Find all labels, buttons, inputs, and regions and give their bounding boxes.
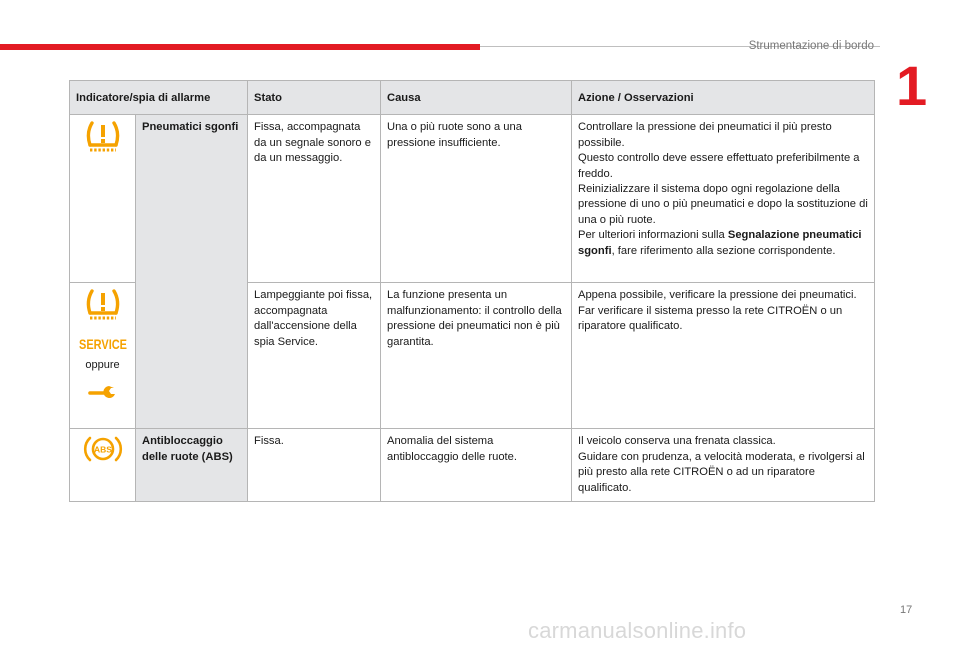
azione-line: Reinizializzare il sistema dopo ogni regolazione della pressione di uno o più pneumatici e dopo la sostituzione di una o più ruote.	[578, 183, 868, 226]
azione-cell	[572, 283, 875, 429]
causa-cell: Anomalia del sistema antibloccaggio delle ruote.	[381, 429, 572, 502]
service-label: SERVICE	[78, 336, 127, 353]
column-header-azione: Azione / Osservazioni	[572, 81, 875, 115]
table-header-row	[70, 81, 875, 115]
service-warning-icon	[78, 336, 128, 352]
azione-cell	[572, 115, 875, 283]
azione-line: Il veicolo conserva una frenata classica.	[578, 435, 776, 448]
watermark: carmanualsonline.info	[528, 618, 747, 643]
azione-line: Appena possibile, verificare la pressione dei pneumatici.	[578, 289, 857, 302]
warning-lights-table	[69, 80, 875, 502]
wrench-icon	[88, 384, 118, 398]
abs-warning-icon	[84, 434, 122, 464]
chapter-number: 1	[896, 54, 928, 117]
azione-line: Far verificare il sistema presso la rete CITROËN o un riparatore qualificato.	[578, 304, 843, 333]
causa-cell: La funzione presenta un malfunzionamento: il controllo della pressione dei pneumatici non è più garantita.	[381, 283, 572, 429]
section-title: Strumentazione di bordo	[748, 40, 874, 52]
tire-pressure-warning-icon	[83, 120, 123, 158]
stato-cell: Fissa, accompagnata da un segnale sonoro e da un messaggio.	[248, 115, 381, 283]
indicator-name: Antibloccaggio delle ruote (ABS)	[136, 429, 248, 502]
icon-cell	[70, 429, 136, 502]
indicator-name: Pneumatici sgonfi	[136, 115, 248, 429]
azione-line: Guidare con prudenza, a velocità moderata, e rivolgersi al più presto alla rete CITROËN o ad un riparatore qualificato.	[578, 450, 865, 494]
table-row	[70, 429, 875, 502]
icon-cell	[70, 283, 136, 429]
column-header-stato: Stato	[248, 81, 381, 115]
column-header-indicatore: Indicatore/spia di allarme	[70, 81, 248, 115]
page-number: 17	[900, 604, 913, 616]
azione-reference: Per ulteriori informazioni sulla Segnalazione pneumatici sgonfi, fare riferimento alla sezione corrispondente.	[578, 229, 862, 257]
azione-line: Questo controllo deve essere effettuato preferibilmente a freddo.	[578, 152, 860, 180]
stato-cell: Fissa.	[248, 429, 381, 502]
header-accent-bar	[0, 44, 480, 50]
causa-cell: Una o più ruote sono a una pressione insufficiente.	[381, 115, 572, 283]
tire-pressure-warning-icon	[83, 288, 123, 326]
icon-cell	[70, 115, 136, 283]
abs-icon-label: ABS	[93, 444, 112, 455]
reference-link-text: Segnalazione pneumatici sgonfi	[578, 229, 862, 257]
azione-cell	[572, 429, 875, 502]
column-header-causa: Causa	[381, 81, 572, 115]
table-row	[70, 115, 875, 283]
oppure-label: oppure	[85, 359, 120, 372]
azione-line: Controllare la pressione dei pneumatici il più presto possibile.	[578, 121, 832, 149]
stato-cell: Lampeggiante poi fissa, accompagnata dall'accensione della spia Service.	[248, 283, 381, 429]
